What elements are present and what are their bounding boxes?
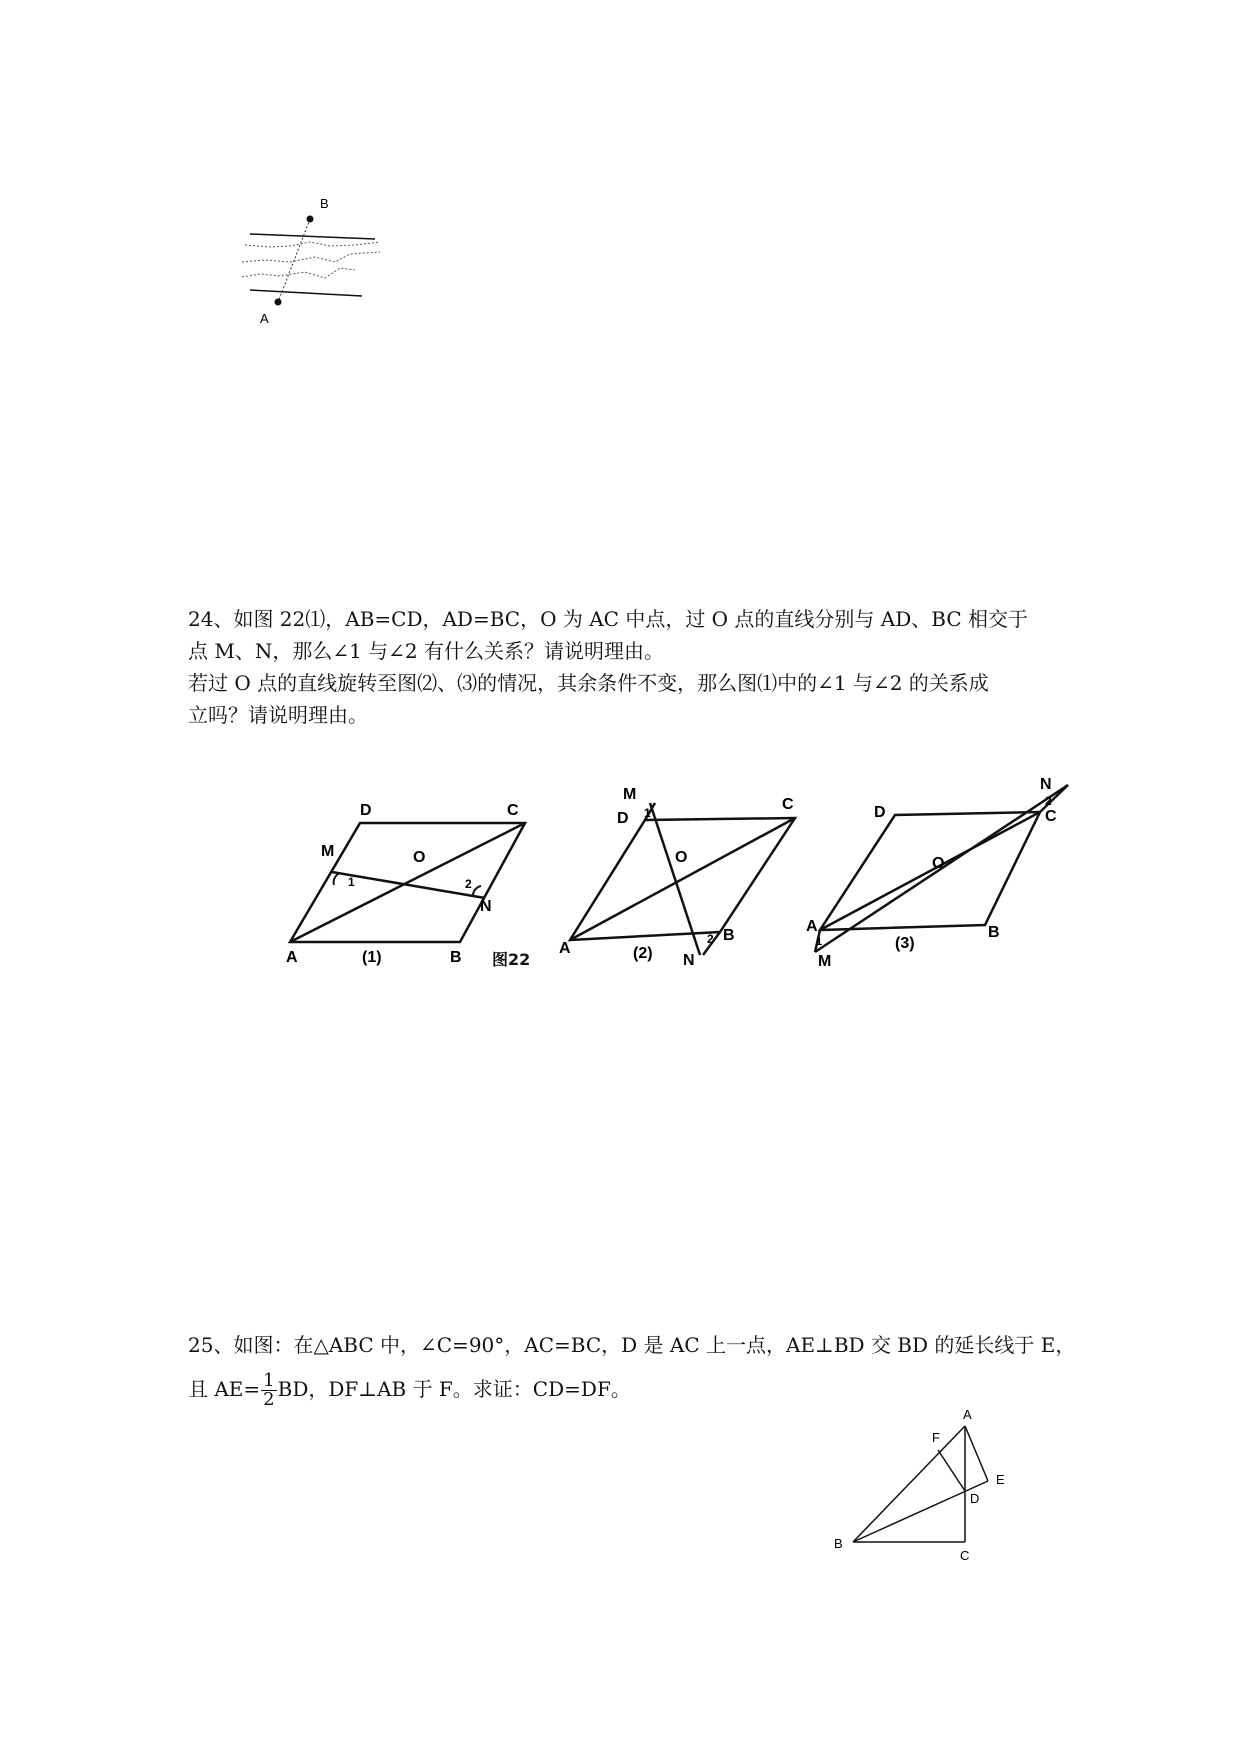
q25-line2-suffix: BD，DF⊥AB 于 F。求证：CD=DF。: [277, 1377, 631, 1401]
label-d: D: [360, 802, 372, 819]
label-a: A: [806, 918, 818, 935]
label-d: D: [874, 804, 886, 821]
q25-line1: 25、如图：在△ABC 中，∠C=90°，AC=BC，D 是 AC 上一点，AE⊥BD 交 BD 的延长线于 E，: [188, 1333, 1076, 1357]
fraction-one-half: [261, 1372, 276, 1409]
figure-tag: (2): [633, 945, 653, 962]
angle-2-arc: [473, 886, 481, 895]
q24-line2: 点 M、N，那么∠1 与∠2 有什么关系？请说明理由。: [188, 639, 665, 663]
figure-tag: (3): [895, 935, 915, 952]
fraction-denominator: 2: [263, 1389, 275, 1410]
angle-1-label: 1: [816, 936, 823, 948]
q24-line4: 立吗？请说明理由。: [188, 703, 368, 727]
fig22-panel-2: [555, 775, 815, 970]
label-c: C: [1045, 808, 1057, 825]
label-o: O: [675, 849, 688, 866]
fraction-numerator: 1: [263, 1370, 275, 1391]
angle-2-label: 2: [465, 877, 472, 891]
label-d: D: [617, 810, 629, 827]
river-bank-top: [250, 234, 375, 239]
label-n: N: [683, 952, 695, 969]
label-c: C: [507, 802, 519, 819]
q25-line2-prefix: 且 AE=: [188, 1377, 261, 1401]
label-b: B: [723, 927, 735, 944]
label-c: C: [782, 796, 794, 813]
angle-1-arc: [334, 873, 340, 885]
label-m: M: [321, 843, 335, 860]
river-wave: [242, 252, 380, 262]
river-wave: [242, 268, 355, 278]
label-o: O: [413, 849, 426, 866]
point-b: [307, 216, 314, 223]
label-d: D: [970, 1491, 980, 1506]
label-a: A: [559, 940, 571, 957]
label-c: C: [960, 1548, 970, 1563]
fig22-panel-3: [800, 775, 1100, 975]
angle-1-label: 1: [348, 875, 355, 889]
q24-line3: 若过 O 点的直线旋转至图⑵、⑶的情况，其余条件不变，那么图⑴中的∠1 与∠2 的关系成: [188, 671, 989, 695]
fig22-panel-1: [280, 790, 550, 970]
diagonal-ac: [820, 812, 1040, 930]
path-ab: [278, 219, 310, 302]
label-e: E: [996, 1472, 1005, 1487]
river-figure: [230, 190, 430, 330]
triangle-figure: [820, 1400, 1040, 1570]
segment-ba: [853, 1426, 965, 1542]
segment-ae: [965, 1426, 988, 1481]
river-wave: [245, 242, 380, 247]
label-b: B: [450, 949, 462, 966]
angle-2-label: 2: [1045, 794, 1052, 808]
label-a: A: [260, 311, 269, 326]
label-b: B: [834, 1536, 843, 1551]
angle-2-label: 2: [707, 932, 714, 946]
angle-1-label: 1: [644, 806, 651, 820]
label-b: B: [320, 196, 329, 211]
label-b: B: [988, 924, 1000, 941]
figure-tag: (1): [362, 949, 382, 966]
point-a: [275, 299, 282, 306]
label-m: M: [818, 953, 832, 970]
label-f: F: [932, 1430, 940, 1445]
segment-df: [938, 1450, 965, 1491]
fig22-caption: 图22: [492, 950, 531, 969]
label-n: N: [480, 898, 492, 915]
line-mn: [332, 872, 485, 898]
label-m: M: [623, 786, 637, 803]
line-mn: [650, 803, 700, 955]
river-bank-bottom: [250, 290, 362, 296]
label-n: N: [1040, 776, 1052, 793]
label-a: A: [286, 949, 298, 966]
q25-line2: [188, 1372, 631, 1409]
label-a: A: [963, 1407, 972, 1422]
segment-be: [853, 1481, 988, 1542]
q24-line1: 24、如图 22⑴，AB=CD，AD=BC，O 为 AC 中点，过 O 点的直线分别与 AD、BC 相交于: [188, 607, 1028, 631]
label-o: O: [932, 855, 945, 872]
diagonal-ac: [570, 818, 795, 940]
